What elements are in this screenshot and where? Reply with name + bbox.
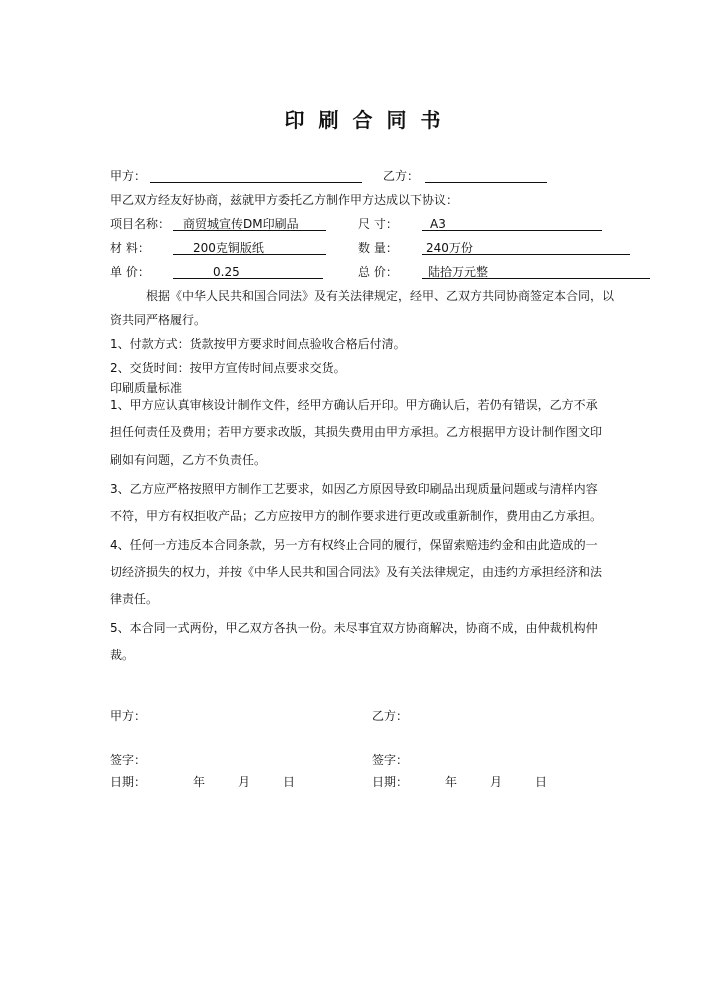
date-b-day: 日: [535, 775, 548, 789]
quantity-value: 240万份: [426, 241, 473, 255]
project-name-label: 项目名称：: [110, 217, 171, 231]
quality-4-line-3: 律责任。: [110, 592, 159, 606]
signature-a-label: 签字：: [110, 753, 147, 767]
preamble-line-2: 资共同严格履行。: [110, 313, 207, 327]
quality-5-line-2: 裁。: [110, 648, 135, 662]
quality-1-line-1: 1、甲方应认真审核设计制作文件，经甲方确认后开印。甲方确认后，若仍有错误，乙方不承: [110, 398, 598, 412]
quality-heading: 印刷质量标准: [110, 381, 183, 395]
quality-3-line-2: 不符，甲方有权拒收产品；乙方应按甲方的制作要求进行更改或重新制作，费用由乙方承担。: [110, 509, 603, 523]
party-b-blank[interactable]: [425, 182, 547, 183]
clause-payment: 1、付款方式：货款按甲方要求时间点验收合格后付清。: [110, 337, 406, 351]
party-a-label: 甲方：: [110, 169, 147, 183]
material-label: 材 料：: [110, 241, 150, 255]
signature-b-label: 签字：: [372, 753, 409, 767]
quality-1-line-2: 担任何责任及费用；若甲方要求改版，其损失费用由甲方承担。乙方根据甲方设计制作图文印: [110, 425, 603, 439]
preamble-line-1: 根据《中华人民共和国合同法》及有关法律规定，经甲、乙双方共同协商签定本合同，以: [146, 289, 615, 303]
quantity-underline: [422, 254, 630, 255]
material-underline: [173, 254, 326, 255]
unit-price-value: 0.25: [213, 265, 240, 279]
date-a-label: 日期：: [110, 775, 147, 789]
size-underline: [422, 230, 602, 231]
intro-text: 甲乙双方经友好协商，兹就甲方委托乙方制作甲方达成以下协议：: [110, 193, 459, 207]
date-a-year: 年: [193, 775, 206, 789]
date-b-year: 年: [445, 775, 458, 789]
date-a-month: 月: [238, 775, 251, 789]
unit-price-underline: [173, 278, 323, 279]
total-price-label: 总 价：: [358, 265, 398, 279]
sign-party-a: 甲方：: [110, 709, 147, 723]
unit-price-label: 单 价：: [110, 265, 150, 279]
quality-4-line-2: 切经济损失的权力，并按《中华人民共和国合同法》及有关法律规定，由违约方承担经济和法: [110, 565, 603, 579]
clause-delivery: 2、交货时间：按甲方宣传时间点要求交货。: [110, 361, 346, 375]
material-value: 200克铜版纸: [193, 241, 264, 255]
quantity-label: 数 量：: [358, 241, 398, 255]
quality-1-line-3: 刷如有问题，乙方不负责任。: [110, 453, 267, 467]
quality-5-line-1: 5、本合同一式两份，甲乙双方各执一份。未尽事宜双方协商解决，协商不成，由仲裁机构仲: [110, 621, 598, 635]
sign-party-b: 乙方：: [372, 709, 409, 723]
total-price-value: 陆拾万元整: [428, 265, 489, 279]
quality-3-line-1: 3、乙方应严格按照甲方制作工艺要求，如因乙方原因导致印刷品出现质量问题或与清样内容: [110, 482, 598, 496]
quality-4-line-1: 4、任何一方违反本合同条款，另一方有权终止合同的履行，保留索赔违约金和由此造成的一: [110, 538, 598, 552]
project-name-value: 商贸城宣传DM印刷品: [183, 217, 299, 231]
document-title: 印刷合同书: [284, 108, 455, 132]
size-label: 尺 寸：: [358, 217, 398, 231]
total-price-underline: [422, 278, 650, 279]
date-b-month: 月: [490, 775, 503, 789]
party-b-label: 乙方：: [383, 169, 420, 183]
party-a-blank[interactable]: [150, 182, 362, 183]
project-name-underline: [173, 230, 326, 231]
size-value: A3: [430, 217, 446, 231]
date-a-day: 日: [283, 775, 296, 789]
date-b-label: 日期：: [372, 775, 409, 789]
